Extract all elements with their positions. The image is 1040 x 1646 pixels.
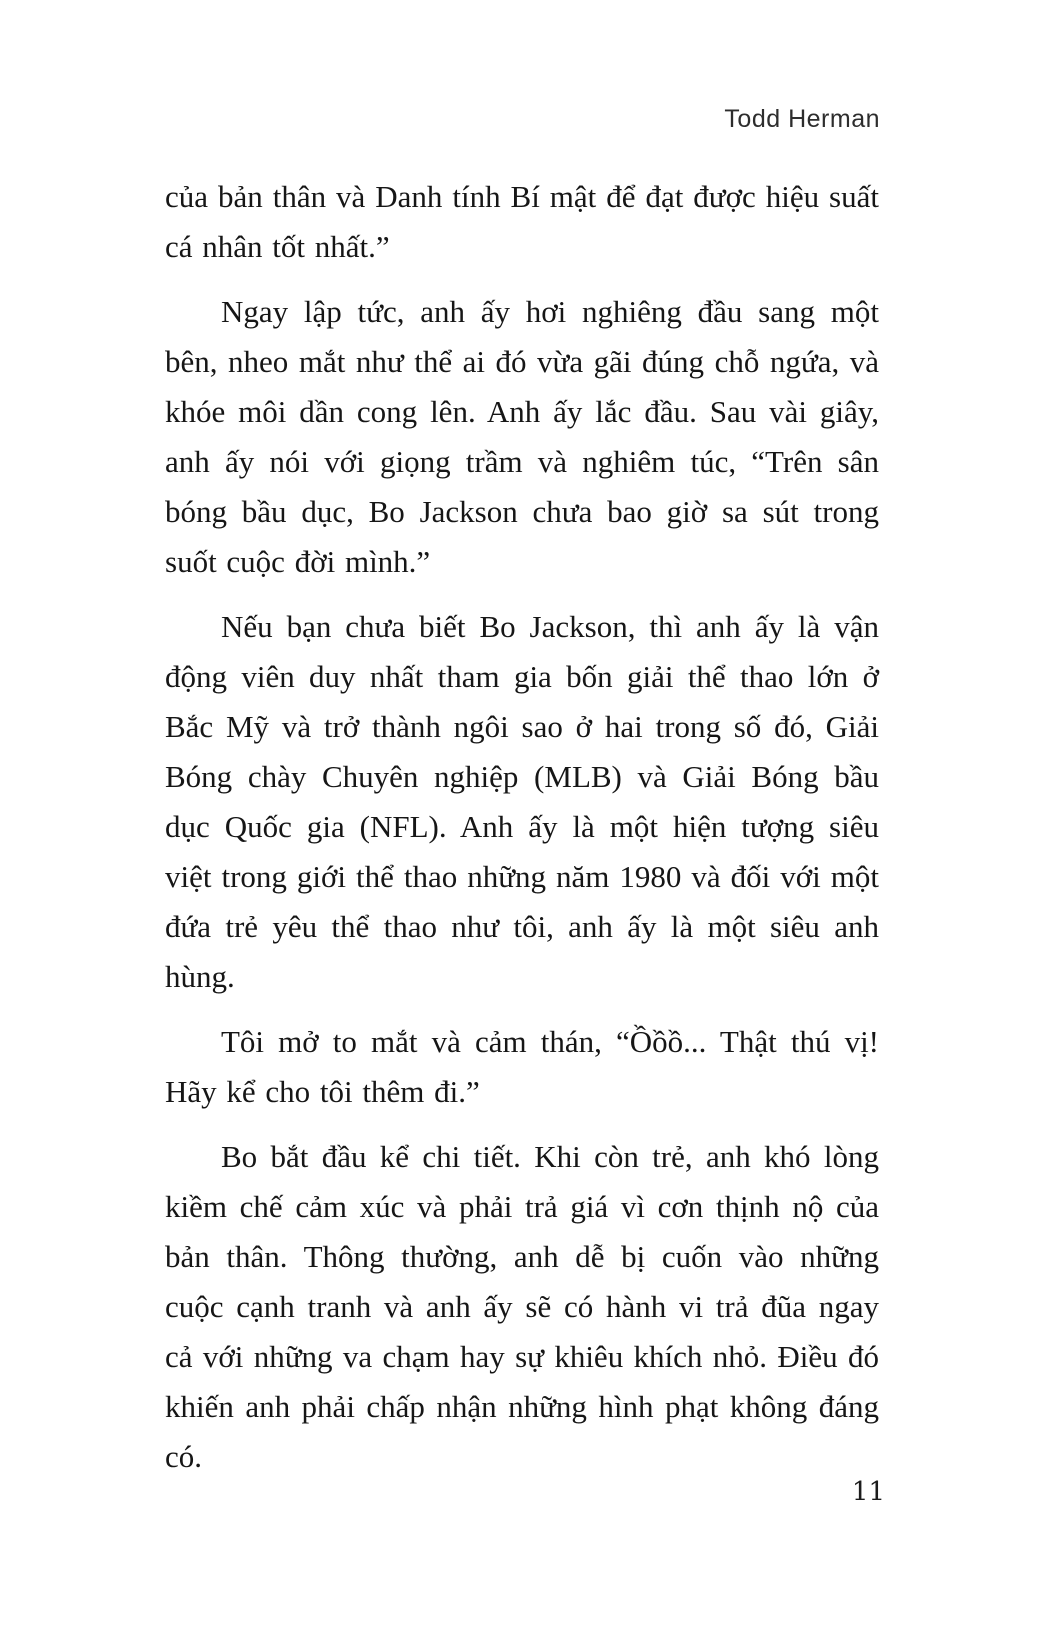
- paragraph: Tôi mở to mắt và cảm thán, “Ồồồ... Thật thú vị! Hãy kể cho tôi thêm đi.”: [165, 1024, 879, 1109]
- paragraph: của bản thân và Danh tính Bí mật để đạt được hiệu suất cá nhân tốt nhất.”: [165, 179, 879, 264]
- running-header-author: Todd Herman: [724, 105, 880, 133]
- paragraph: Bo bắt đầu kể chi tiết. Khi còn trẻ, anh khó lòng kiềm chế cảm xúc và phải trả giá vì cơn thịnh nộ của bản thân. Thông thường, anh dễ bị cuốn vào những cuộc cạnh tranh và anh ấy sẽ có hành vi trả đũa ngay cả với những va chạm hay sự khiêu khích nhỏ. Điều đó khiến anh phải chấp nhận những hình phạt không đáng có.: [165, 1139, 879, 1474]
- paragraph: Ngay lập tức, anh ấy hơi nghiêng đầu sang một bên, nheo mắt như thể ai đó vừa gãi đúng chỗ ngứa, và khóe môi dần cong lên. Anh ấy lắc đầu. Sau vài giây, anh ấy nói với giọng trầm và nghiêm túc, “Trên sân bóng bầu dục, Bo Jackson chưa bao giờ sa sút trong suốt cuộc đời mình.”: [165, 294, 879, 579]
- paragraph: Nếu bạn chưa biết Bo Jackson, thì anh ấy là vận động viên duy nhất tham gia bốn giải thể thao lớn ở Bắc Mỹ và trở thành ngôi sao ở hai trong số đó, Giải Bóng chày Chuyên nghiệp (MLB) và Giải Bóng bầu dục Quốc gia (NFL). Anh ấy là một hiện tượng siêu việt trong giới thể thao những năm 1980 và đối với một đứa trẻ yêu thể thao như tôi, anh ấy là một siêu anh hùng.: [165, 609, 879, 994]
- page-number: 11: [851, 1477, 885, 1507]
- text-block: [165, 172, 879, 1497]
